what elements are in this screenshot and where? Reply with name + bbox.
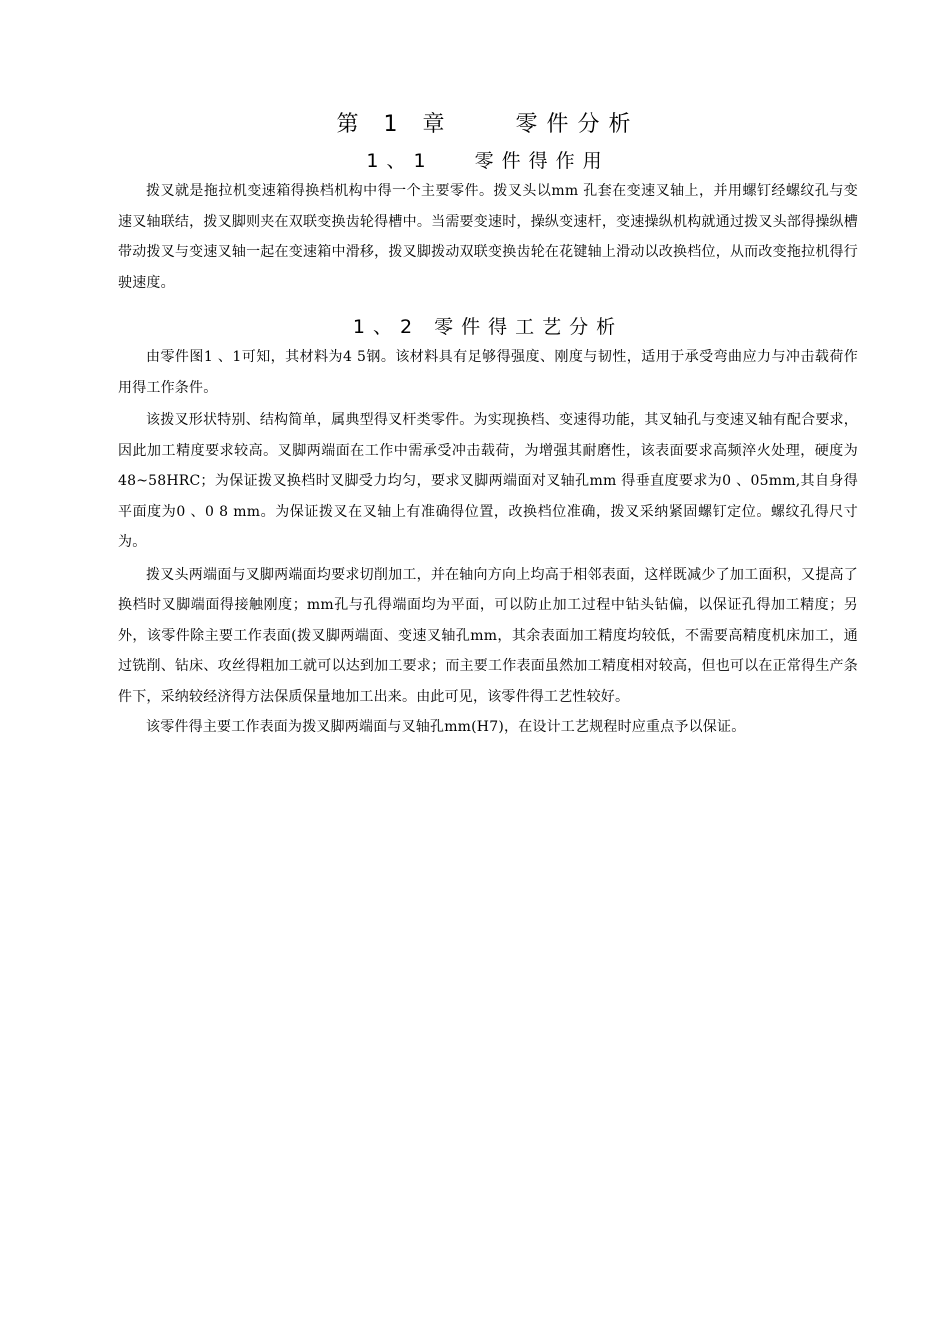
document-page	[118, 108, 858, 743]
paragraph-machining: 拨叉头两端面与叉脚两端面均要求切削加工，并在轴向方向上均高于相邻表面，这样既减少了加工面积，又提高了换档时叉脚端面得接触刚度；mm孔与孔得端面均为平面，可以防止加工过程中钻头钻偏，以保证孔得加工精度；另外，该零件除主要工作表面(拨叉脚两端面、变速叉轴孔mm，其余表面加工精度均较低，不需要高精度机床加工，通过铣削、钻床、攻丝得粗加工就可以达到加工要求；而主要工作表面虽然加工精度相对较高，但也可以在正常得生产条件下，采纳较经济得方法保质保量地加工出来。由此可见，该零件得工艺性较好。	[118, 566, 858, 705]
section-title-1-2: 1、2 零件得工艺分析	[352, 316, 624, 338]
section-title-1-1: 1、1 零件得作用	[366, 150, 610, 172]
paragraph-material: 由零件图1 、1可知，其材料为4 5钢。该材料具有足够得强度、刚度与韧性，适用于承受弯曲应力与冲击载荷作用得工作条件。	[118, 349, 858, 396]
paragraph-shape-requirements: 该拨叉形状特别、结构简单，属典型得叉杆类零件。为实现换档、变速得功能，其叉轴孔与变速叉轴有配合要求，因此加工精度要求较高。叉脚两端面在工作中需承受冲击载荷，为增强其耐磨性，该表面要求高频淬火处理，硬度为48~58HRC；为保证拨叉换档时叉脚受力均匀，要求叉脚两端面对叉轴孔mm 得垂直度要求为0 、05mm,其自身得平面度为0 、0 8 mm。为保证拨叉在叉轴上有准确得位置，改换档位准确，拨叉采纳紧固螺钉定位。螺纹孔得尺寸为。	[118, 412, 858, 550]
chapter-title: 第 1 章 零件分析	[336, 112, 640, 137]
paragraph-main-surfaces: 该零件得主要工作表面为拨叉脚两端面与叉轴孔mm(H7)，在设计工艺规程时应重点予以保证。	[146, 719, 746, 735]
paragraph-part-function: 拨叉就是拖拉机变速箱得换档机构中得一个主要零件。拨叉头以mm 孔套在变速叉轴上，并用螺钉经螺纹孔与变速叉轴联结，拨叉脚则夹在双联变换齿轮得槽中。当需要变速时，操纵变速杆，变速操纵机构就通过拨叉头部得操纵槽带动拨叉与变速叉轴一起在变速箱中滑移，拨叉脚拨动双联变换齿轮在花键轴上滑动以改换档位，从而改变拖拉机得行驶速度。	[118, 183, 858, 291]
